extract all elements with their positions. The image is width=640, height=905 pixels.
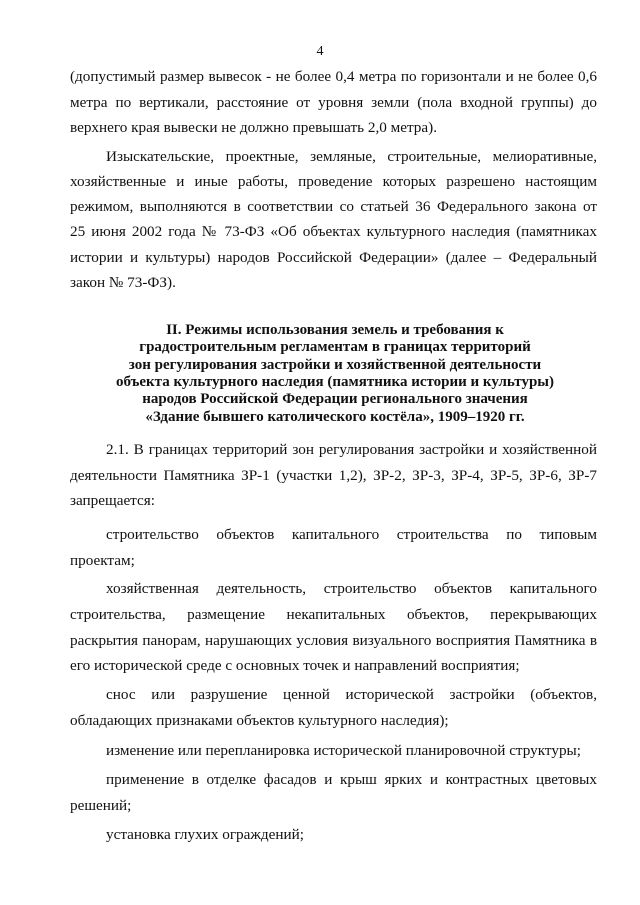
section-heading-line: градостроительным регламентам в границах территорий: [139, 339, 531, 355]
text-line: деятельности Памятника ЗР-1 (участки 1,2), ЗР-2, ЗР-3, ЗР-4, ЗР-5, ЗР-6, ЗР-7: [70, 467, 597, 484]
text-line: Изыскательские, проектные, земляные, строительные, мелиоративные,: [106, 148, 597, 165]
text-line: (допустимый размер вывесок - не более 0,4 метра по горизонтали и не более 0,6: [70, 68, 597, 85]
list-item-line: его исторической среде с основных точек и направлений восприятия;: [70, 657, 520, 674]
section-heading-line: народов Российской Федерации регионального значения: [142, 391, 528, 407]
list-item-line: установка глухих ограждений;: [106, 826, 304, 843]
section-heading-line: зон регулирования застройки и хозяйственной деятельности: [128, 357, 542, 373]
list-item-line: снос или разрушение ценной исторической застройки (объектов,: [106, 686, 597, 703]
list-item-line: раскрытия панорам, нарушающих условия визуального восприятия Памятника в: [70, 632, 597, 649]
text-line: верхнего края вывески не должно превышать 2,0 метра).: [70, 119, 437, 136]
text-line: 2.1. В границах территорий зон регулирования застройки и хозяйственной: [106, 441, 597, 458]
text-line: метра по вертикали, расстояние от уровня земли (пола входной группы) до: [70, 94, 597, 111]
text-line: режимом, выполняются в соответствии со статьей 36 Федерального закона от: [70, 198, 597, 215]
page-number: 4: [316, 44, 324, 59]
section-heading-line: объекта культурного наследия (памятника истории и культуры): [115, 374, 554, 390]
list-item-line: обладающих признаками объектов культурного наследия);: [70, 712, 449, 729]
list-item-line: решений;: [70, 797, 132, 814]
list-item-line: строительство объектов капитального строительства по типовым: [106, 526, 597, 543]
text-line: закон № 73-ФЗ).: [70, 274, 176, 291]
text-line: 25 июня 2002 года № 73-ФЗ «Об объектах культурного наследия (памятниках: [70, 223, 597, 240]
list-item-line: проектам;: [70, 552, 135, 569]
section-heading-line: II. Режимы использования земель и требования к: [166, 322, 504, 338]
text-line: истории и культуры) народов Российской Федерации» (далее – Федеральный: [70, 249, 597, 266]
list-item-line: хозяйственная деятельность, строительство объектов капитального: [106, 580, 597, 597]
text-line: запрещается:: [70, 492, 155, 509]
list-item-line: применение в отделке фасадов и крыш ярких и контрастных цветовых: [106, 771, 597, 788]
list-item-line: строительства, размещение некапитальных объектов, перекрывающих: [70, 606, 597, 623]
list-item-line: изменение или перепланировка исторической планировочной структуры;: [106, 742, 581, 759]
section-heading-line: «Здание бывшего католического костёла», 1909–1920 гг.: [145, 409, 525, 425]
text-line: хозяйственные и иные работы, проведение которых разрешено настоящим: [70, 173, 597, 190]
